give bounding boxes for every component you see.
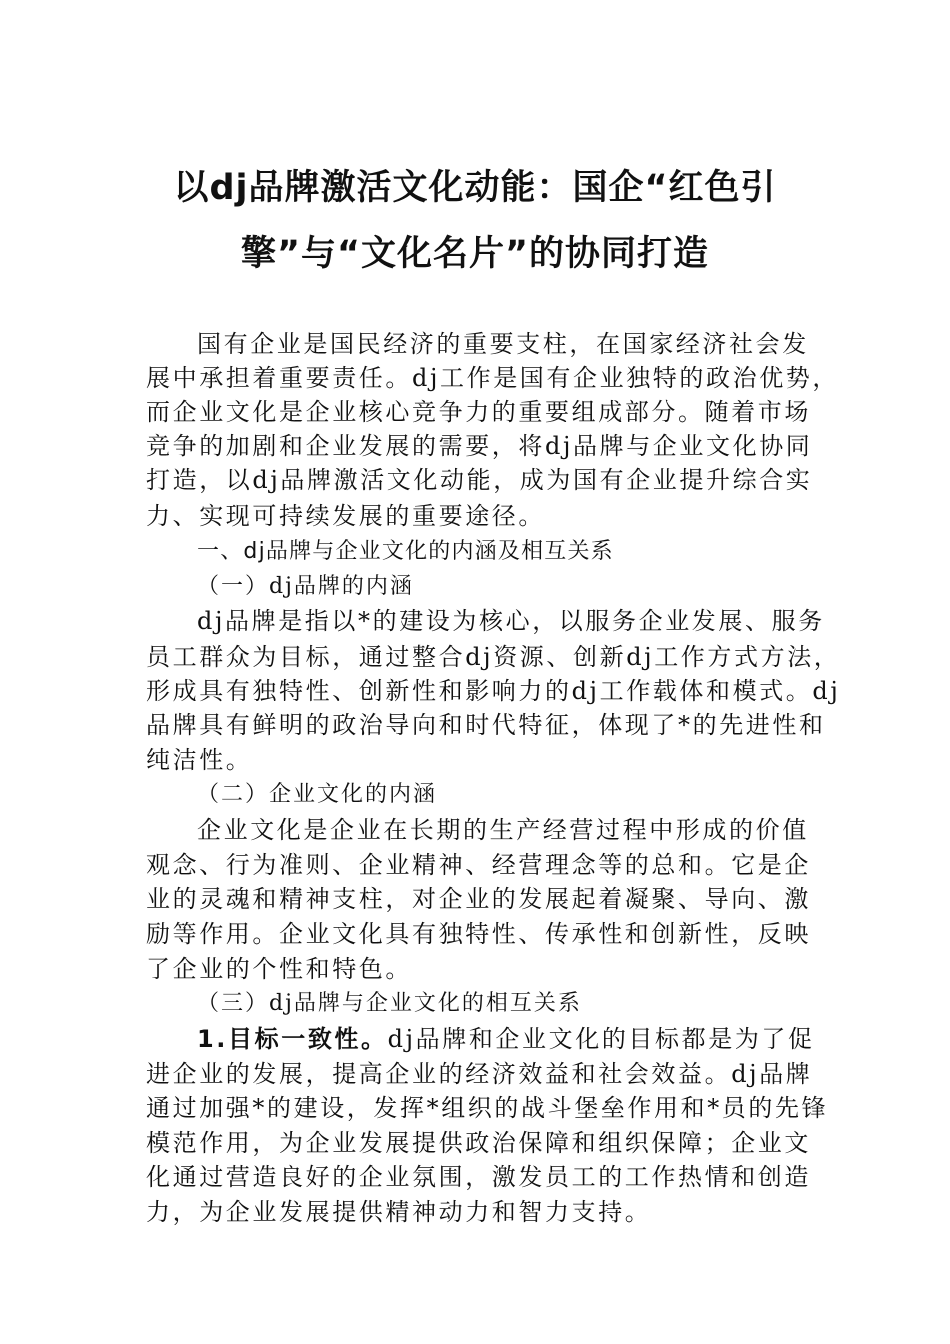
subsection-heading: （一）dj品牌的内涵 xyxy=(197,574,414,599)
paragraph-line: 通过加强*的建设，发挥*组织的战斗堡垒作用和*员的先锋 xyxy=(146,1094,829,1122)
paragraph-line: 观念、行为准则、企业精神、经营理念等的总和。它是企 xyxy=(146,851,811,879)
paragraph-line: 纯洁性。 xyxy=(146,746,253,774)
paragraph-line: 化通过营造良好的企业氛围，激发员工的工作热情和创造 xyxy=(146,1163,811,1191)
document-title-line-2: 擎”与“文化名片”的协同打造 xyxy=(240,234,709,274)
paragraph-line: 了企业的个性和特色。 xyxy=(146,955,412,983)
intro-line: 竞争的加剧和企业发展的需要，将dj品牌与企业文化协同 xyxy=(146,432,813,460)
section-heading: 一、dj品牌与企业文化的内涵及相互关系 xyxy=(197,539,614,564)
paragraph-line: 模范作用，为企业发展提供政治保障和组织保障；企业文 xyxy=(146,1129,811,1157)
point-line xyxy=(197,1024,815,1054)
paragraph-line: 力，为企业发展提供精神动力和智力支持。 xyxy=(146,1198,652,1226)
intro-line: 力、实现可持续发展的重要途径。 xyxy=(146,502,545,530)
subsection-heading: （二）企业文化的内涵 xyxy=(197,782,438,807)
subsection-heading: （三）dj品牌与企业文化的相互关系 xyxy=(197,991,582,1016)
paragraph-line: 企业文化是企业在长期的生产经营过程中形成的价值 xyxy=(197,816,809,844)
paragraph-line: dj品牌是指以*的建设为核心，以服务企业发展、服务 xyxy=(197,607,825,635)
paragraph-line: 励等作用。企业文化具有独特性、传承性和创新性，反映 xyxy=(146,920,811,948)
paragraph-line: 进企业的发展，提高企业的经济效益和社会效益。dj品牌 xyxy=(146,1060,813,1088)
intro-line: 国有企业是国民经济的重要支柱，在国家经济社会发 xyxy=(197,330,809,358)
point-text: dj品牌和企业文化的目标都是为了促 xyxy=(387,1025,815,1053)
intro-line: 展中承担着重要责任。dj工作是国有企业独特的政治优势， xyxy=(146,364,840,392)
paragraph-line: 品牌具有鲜明的政治导向和时代特征，体现了*的先进性和 xyxy=(146,711,826,739)
intro-line: 打造，以dj品牌激活文化动能，成为国有企业提升综合实 xyxy=(146,466,813,494)
intro-line: 而企业文化是企业核心竞争力的重要组成部分。随着市场 xyxy=(146,398,811,426)
paragraph-line: 形成具有独特性、创新性和影响力的dj工作载体和模式。dj xyxy=(146,677,841,705)
paragraph-line: 业的灵魂和精神支柱，对企业的发展起着凝聚、导向、激 xyxy=(146,885,811,913)
paragraph-line: 员工群众为目标，通过整合dj资源、创新dj工作方式方法， xyxy=(146,643,841,671)
point-label: 1.目标一致性。 xyxy=(197,1025,388,1053)
document-title-line-1: 以dj品牌激活文化动能：国企“红色引 xyxy=(173,168,777,208)
